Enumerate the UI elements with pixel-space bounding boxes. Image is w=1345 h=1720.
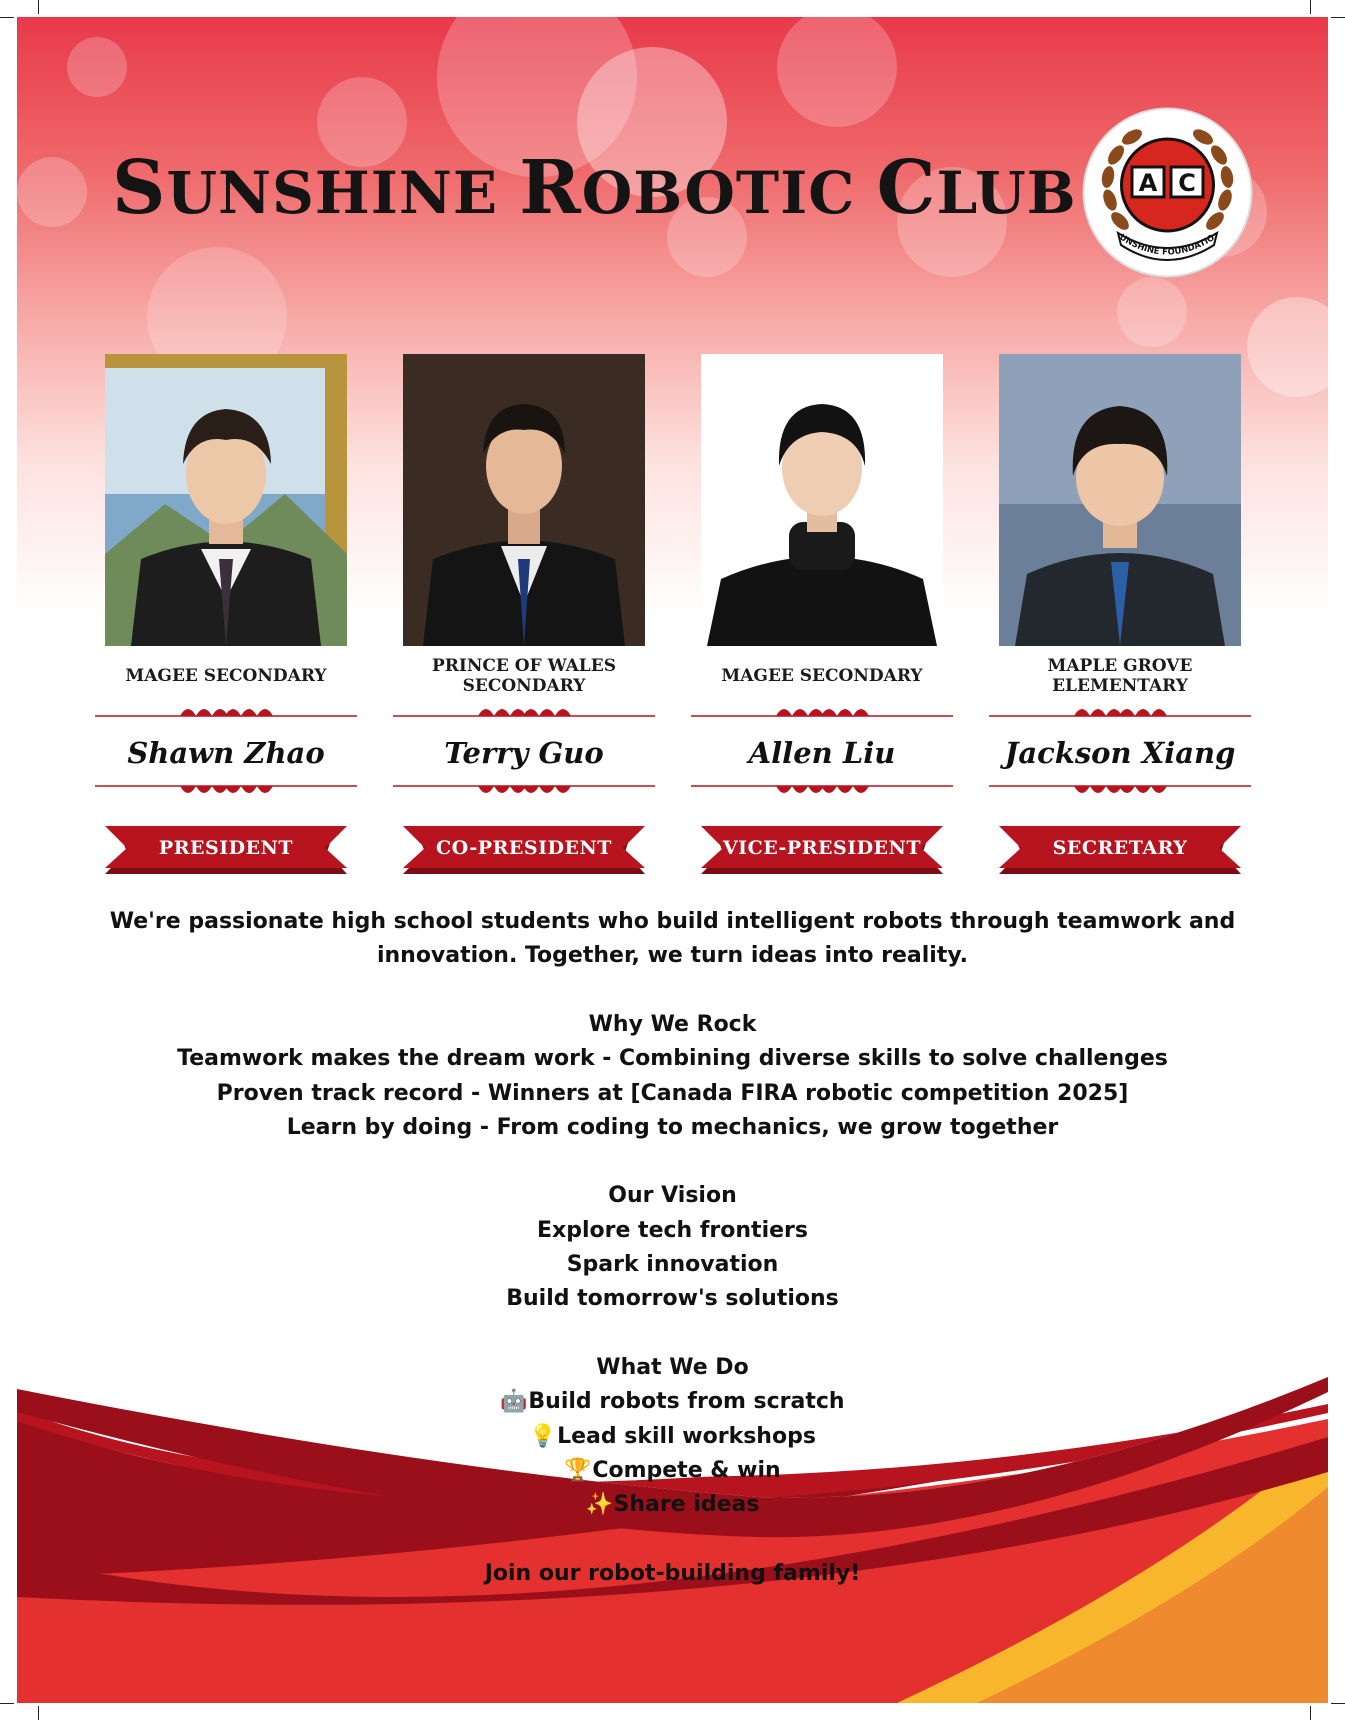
member-role: SECRETARY [1052, 837, 1188, 859]
robot-icon: 🤖 [500, 1389, 528, 1414]
list-item: Spark innovation [566, 1252, 779, 1277]
member-role: PRESIDENT [158, 837, 294, 859]
footer-waves [17, 17, 1328, 1703]
list-item: Proven track record - Winners at [Canada FIRA robotic competition 2025] [216, 1081, 1129, 1106]
list-item: ✨Share ideas [585, 1492, 760, 1517]
section-heading-what: What We Do [596, 1355, 749, 1380]
crop-mark [38, 0, 39, 14]
crop-mark [0, 17, 14, 18]
crop-mark [0, 1703, 14, 1704]
list-item: 🏆Compete & win [564, 1458, 781, 1483]
intro-line: We're passionate high school students who build intelligent robots through teamwork and [109, 909, 1236, 934]
sparkles-icon: ✨ [585, 1492, 613, 1517]
lightbulb-icon: 💡 [529, 1424, 557, 1449]
member-name: Allen Liu [748, 736, 896, 770]
crop-mark [1310, 1706, 1311, 1720]
poster [17, 17, 1328, 1703]
member-school: MAGEE SECONDARY [721, 666, 923, 686]
logo-letter: C [1178, 169, 1196, 197]
logo-ring-text: UNSHINE FOUNDATIO [1117, 232, 1217, 258]
list-item: Explore tech frontiers [537, 1218, 808, 1243]
list-item: Teamwork makes the dream work - Combining diverse skills to solve challenges [177, 1046, 1168, 1071]
call-to-action: Join our robot-building family! [484, 1561, 861, 1586]
section-heading-why: Why We Rock [588, 1012, 757, 1037]
crop-mark [38, 1706, 39, 1720]
member-role: VICE-PRESIDENT [722, 837, 922, 859]
list-item: 💡Lead skill workshops [529, 1424, 816, 1449]
trophy-icon: 🏆 [564, 1458, 592, 1483]
logo-letter: A [1138, 169, 1158, 197]
list-item: Build tomorrow's solutions [506, 1286, 839, 1311]
member-role: CO-PRESIDENT [436, 837, 612, 859]
section-heading-vision: Our Vision [608, 1183, 737, 1208]
intro-line: innovation. Together, we turn ideas into reality. [376, 943, 969, 968]
member-school: PRINCE OF WALES SECONDARY [432, 656, 616, 696]
member-school: MAPLE GROVE ELEMENTARY [1047, 656, 1193, 696]
list-item: Learn by doing - From coding to mechanics, we grow together [286, 1115, 1059, 1140]
crop-mark [1331, 17, 1345, 18]
member-name: Shawn Zhao [127, 736, 325, 770]
member-name: Terry Guo [444, 736, 604, 770]
list-item: 🤖Build robots from scratch [500, 1389, 845, 1414]
page-title: SUNSHINE ROBOTIC CLUB [112, 145, 1077, 231]
member-name: Jackson Xiang [1004, 736, 1236, 770]
crop-mark [1331, 1703, 1345, 1704]
crop-mark [1310, 0, 1311, 14]
member-school: MAGEE SECONDARY [125, 666, 327, 686]
